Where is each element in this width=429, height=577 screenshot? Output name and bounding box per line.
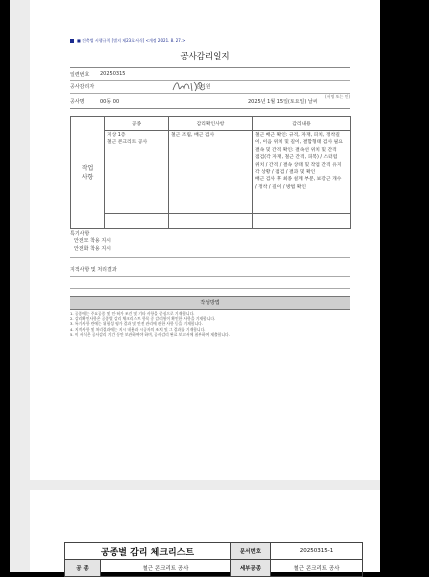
empty-cell — [253, 214, 351, 229]
inspector-label: 감리원 — [196, 84, 211, 90]
instructions-section — [70, 266, 350, 273]
sign-note: (서명 또는 인) — [325, 94, 350, 99]
method-notes — [70, 311, 350, 337]
supervisor-label: 공사감리자 — [70, 84, 95, 90]
project-value: 00동 00 — [100, 99, 120, 105]
log-date: 2025년 1월 15일(토요일) 날씨 — [248, 99, 318, 105]
trade-value: 철근 콘크리트 공사 — [101, 560, 231, 577]
method-header: 작성방법 — [70, 296, 350, 310]
doc-no-label: 문서번호 — [231, 543, 271, 560]
detail-trade-value: 철근 콘크리트 공사 — [271, 560, 363, 577]
serial-value: 20250315 — [100, 71, 126, 77]
doc-no-value: 20250315-1 — [271, 543, 363, 560]
trade-label: 공 종 — [65, 560, 101, 577]
check-cell: 철근 조립, 배근 검사 — [169, 131, 253, 214]
detail-trade-label: 세부공종 — [231, 560, 271, 577]
divider — [70, 257, 350, 258]
divider — [70, 108, 350, 109]
method-note: 3. 특기사항 란에는 위험성 평가 결과 및 안전 관리에 관한 사항 등을 기재합니다. — [70, 321, 204, 327]
special-note-item: 안전모 착용 지시 — [74, 238, 111, 244]
method-note: 4. 지적사항 및 처리결과에는 지시 내용과 시공자의 조치 및 그 결과를 기재합니다. — [70, 326, 206, 332]
method-note: 2. 감리확인사항은 공종별 감리 체크리스트 항목 중 감리원이 확인한 사항을 기재합니다. — [70, 316, 216, 322]
special-note-item: 안전화 착용 지시 — [74, 246, 111, 252]
supervision-log-page — [30, 0, 380, 480]
page-title: 공사감리일지 — [180, 52, 230, 62]
regulation-note: ■ 건축법 시행규칙 [별지 제23호서식] <개정 2021. 8. 27.> — [70, 38, 185, 44]
method-note: 1. 공종에는 주요공종 및 인·허가 조건 및 기타 사항을 중심으로 기재합니다. — [70, 311, 195, 316]
divider — [70, 67, 350, 68]
work-items-table — [70, 116, 351, 229]
content-cell: 철근 배근 확인: 규격, 자재, 피치, 정착길 이, 이음 위치 및 길이, 결합형태 검사 필요 결속 및 간격 확인: 결속선 위치 및 간격 점검(각 자재, 철근 간격, 피복) / 스터럽 위치 / 간격 / 결속 상태 및 작업 간격 유지 각 상황 / 점검 / 결과 및 확인 배근 검사 후 최종 설계 부분, 보강근 개수 / 정착 / 길이 / 방법 확인 — [253, 131, 351, 214]
checklist-page — [30, 490, 380, 572]
signature-stamp — [170, 79, 210, 93]
project-label: 공사명 — [70, 99, 85, 105]
col-header-content: 감리내용 — [253, 117, 351, 131]
empty-cell — [169, 214, 253, 229]
col-header-trade: 공종 — [105, 117, 169, 131]
serial-label: 일련번호 — [70, 72, 90, 78]
col-header-check: 감리확인사항 — [169, 117, 253, 131]
checklist-title: 공종별 감리 체크리스트 — [65, 543, 231, 560]
instructions-title: 지적사항 및 처리결과 — [70, 267, 117, 273]
divider — [70, 276, 350, 277]
trade-cell: 지상 1층 철근 콘크리트 공사 — [105, 131, 169, 214]
divider — [70, 288, 350, 289]
document-viewer[interactable] — [10, 0, 380, 572]
empty-cell — [105, 214, 169, 229]
work-side-label: 작업 사항 — [71, 117, 105, 229]
method-note: 5. 이 서식은 공사감리 기간 동안 보관하여야 하며, 공사감리 완료 보고서에 첨부하여 제출합니다. — [70, 331, 230, 337]
divider — [70, 80, 350, 81]
special-notes-section — [70, 230, 350, 253]
divider — [70, 93, 350, 94]
special-notes-title: 특기사항 — [70, 231, 90, 237]
